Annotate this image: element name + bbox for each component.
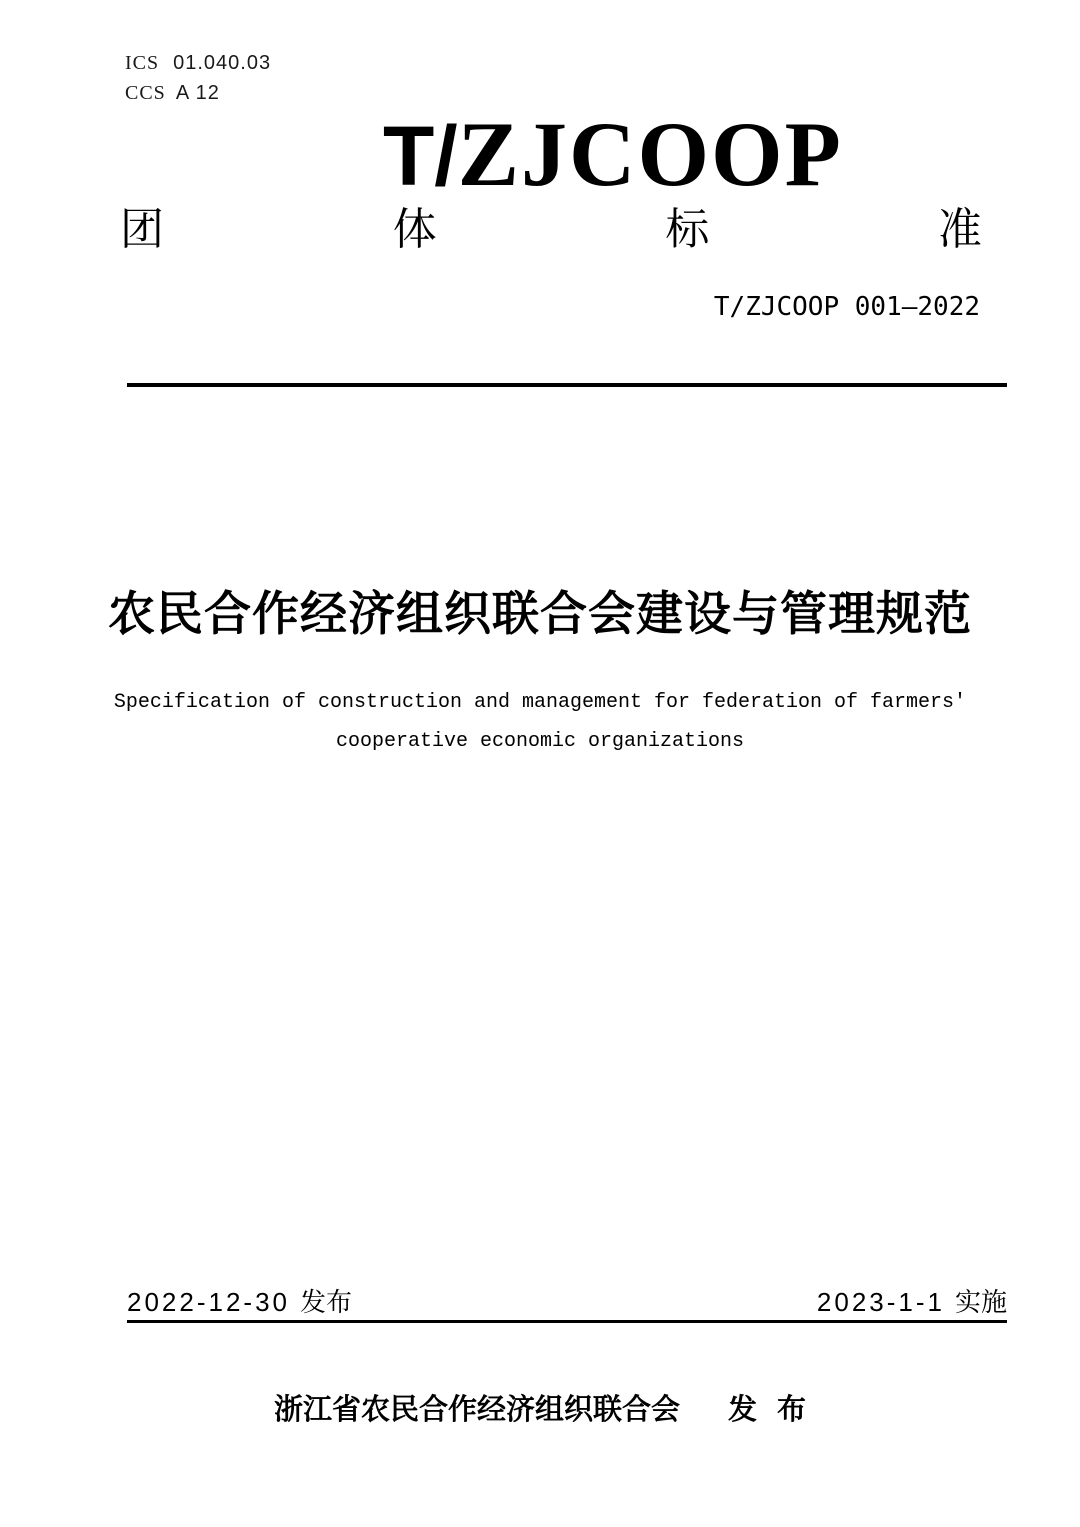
ics-label: ICS: [125, 52, 160, 74]
type-char-1: 团: [120, 205, 164, 254]
header-rule: [127, 383, 1007, 387]
document-title-en-line1: Specification of construction and management for federation of farmers': [113, 691, 967, 714]
type-char-4: 准: [937, 205, 982, 254]
ccs-value: A 12: [175, 82, 220, 104]
document-title-cn: 农民合作经济组织联合会建设与管理规范: [108, 587, 972, 640]
publish-label: 发 布: [727, 1394, 807, 1426]
footer-dates-row: [127, 1287, 1007, 1317]
issue-date-label: 发布: [300, 1287, 353, 1317]
implement-date-label: 实施: [954, 1287, 1007, 1317]
logo-main: ZJCOOP: [457, 103, 843, 205]
implement-date-group: [817, 1287, 1007, 1317]
standard-number: T/ZJCOOP 001—2022: [713, 292, 980, 322]
type-char-3: 标: [665, 205, 710, 254]
ccs-code-row: [125, 78, 271, 108]
implement-date: 2023-1-1: [816, 1287, 945, 1317]
standard-type-title: [120, 206, 982, 254]
publisher-name: 浙江省农民合作经济组织联合会: [273, 1394, 680, 1426]
ics-value: 01.040.03: [173, 52, 272, 74]
footer-rule: [127, 1320, 1007, 1323]
document-title-en: [64, 683, 1016, 761]
issue-date-group: [127, 1287, 352, 1317]
issue-date: 2022-12-30: [127, 1287, 290, 1317]
ics-code-row: [125, 48, 271, 78]
logo-prefix: T/: [383, 109, 458, 203]
type-char-2: 体: [392, 205, 437, 254]
document-title-en-line2: cooperative economic organizations: [335, 730, 745, 753]
classification-codes: [125, 48, 271, 108]
publisher-line: [0, 1393, 1080, 1427]
ccs-label: CCS: [125, 82, 166, 104]
